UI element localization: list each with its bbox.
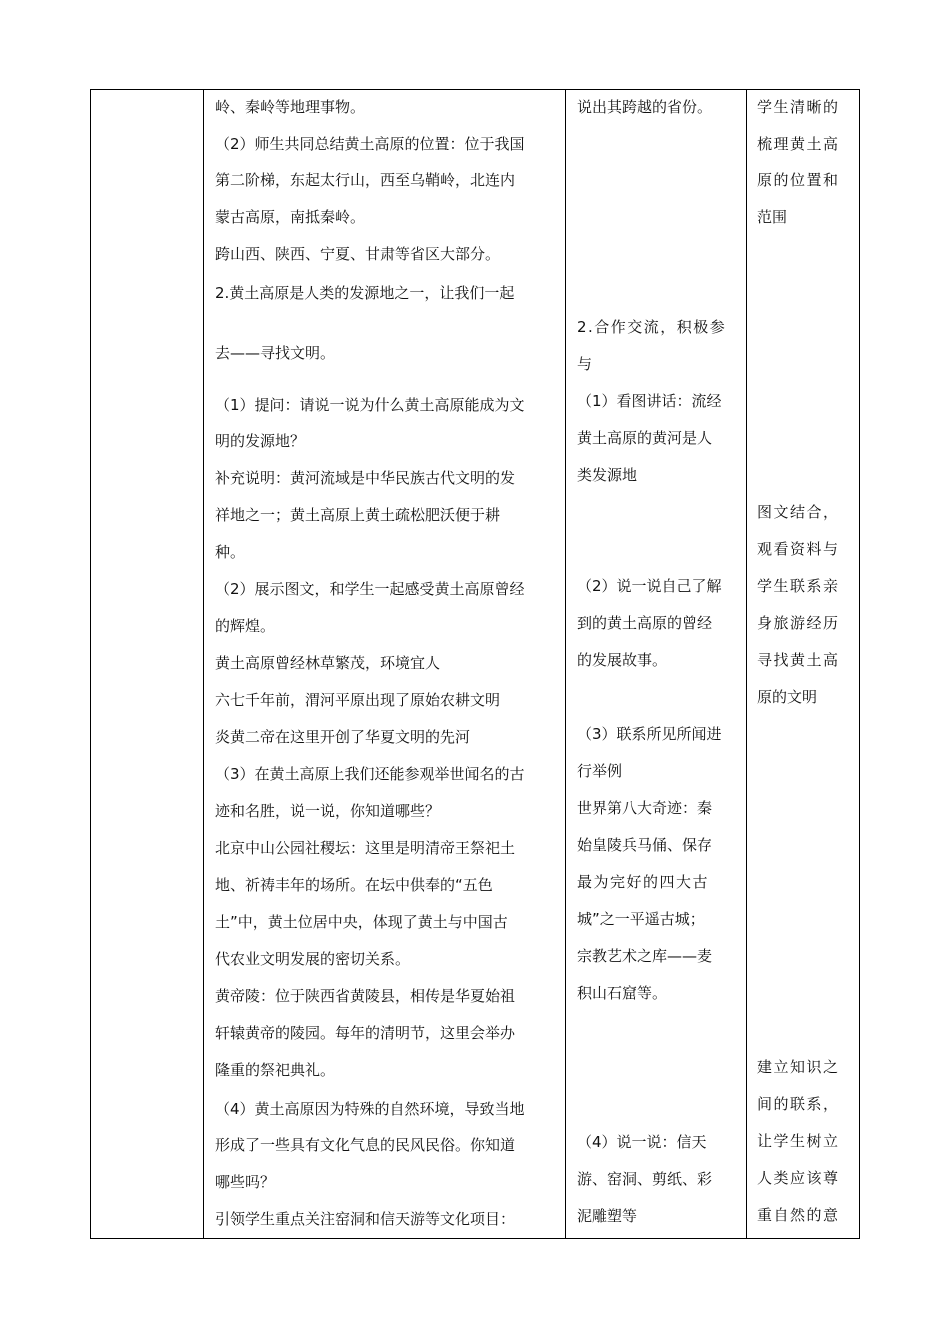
teacher-activity-line: （1）提问：请说一说为什么黄土高原能成为文 xyxy=(215,396,525,414)
student-activity-line: 2.合作交流，积极参 xyxy=(577,318,727,336)
teacher-activity-line: 明的发源地？ xyxy=(215,432,306,450)
teacher-activity-line: 形成了一些具有文化气息的民风民俗。你知道 xyxy=(215,1136,516,1154)
teacher-activity-line: （3）在黄土高原上我们还能参观举世闻名的古 xyxy=(215,765,525,783)
design-intent-line: 学生清晰的 xyxy=(757,98,840,116)
design-intent-line: 范围 xyxy=(757,208,788,226)
teacher-activity-line: 轩辕黄帝的陵园。每年的清明节，这里会举办 xyxy=(215,1024,516,1042)
student-activity-line: 泥雕塑等 xyxy=(577,1207,638,1225)
teacher-activity-line: 黄土高原曾经林草繁茂，环境宜人 xyxy=(215,654,441,672)
student-activity-line: 城”之一平遥古城； xyxy=(577,910,705,928)
student-activity-line: 到的黄土高原的曾经 xyxy=(577,614,713,632)
teacher-activity-line: 第二阶梯，东起太行山，西至乌鞘岭，北连内 xyxy=(215,171,516,189)
teacher-activity-line: （2）师生共同总结黄土高原的位置：位于我国 xyxy=(215,135,525,153)
student-activity-line: 积山石窟等。 xyxy=(577,984,668,1002)
teacher-activity-line: 跨山西、陕西、宁夏、甘肃等省区大部分。 xyxy=(215,245,501,263)
student-activity-line: （2）说一说自己了解 xyxy=(577,577,722,595)
design-intent-line: 间的联系， xyxy=(757,1095,840,1113)
student-activity-line: 行举例 xyxy=(577,762,623,780)
teacher-activity-line: （2）展示图文，和学生一起感受黄土高原曾经 xyxy=(215,580,525,598)
student-activity-line: 世界第八大奇迹：秦 xyxy=(577,799,713,817)
design-intent-line: 原的文明 xyxy=(757,688,818,706)
column-divider xyxy=(203,90,204,1238)
student-activity-line: 始皇陵兵马俑、保存 xyxy=(577,836,713,854)
teacher-activity-line: 种。 xyxy=(215,543,246,561)
design-intent-line: 建立知识之 xyxy=(757,1058,840,1076)
student-activity-line: 说出其跨越的省份。 xyxy=(577,98,713,116)
design-intent-line: 图文结合， xyxy=(757,503,840,521)
student-activity-line: 与 xyxy=(577,355,593,373)
design-intent-line: 观看资料与 xyxy=(757,540,840,558)
teacher-activity-line: （4）黄土高原因为特殊的自然环境，导致当地 xyxy=(215,1100,525,1118)
teacher-activity-line: 岭、秦岭等地理事物。 xyxy=(215,98,366,116)
design-intent-line: 让学生树立 xyxy=(757,1132,840,1150)
teacher-activity-line: 去——寻找文明。 xyxy=(215,344,336,362)
design-intent-line: 身旅游经历 xyxy=(757,614,840,632)
student-activity-line: 的发展故事。 xyxy=(577,651,668,669)
teacher-activity-line: 六七千年前，渭河平原出现了原始农耕文明 xyxy=(215,691,501,709)
teacher-activity-line: 代农业文明发展的密切关系。 xyxy=(215,950,411,968)
design-intent-line: 梳理黄土高 xyxy=(757,135,840,153)
design-intent-line: 寻找黄土高 xyxy=(757,651,840,669)
teacher-activity-line: 北京中山公园社稷坛：这里是明清帝王祭祀土 xyxy=(215,839,516,857)
first-column-cell xyxy=(91,90,203,1238)
student-activity-line: 类发源地 xyxy=(577,466,638,484)
column-divider xyxy=(746,90,747,1238)
teacher-activity-line: 黄帝陵：位于陕西省黄陵县，相传是华夏始祖 xyxy=(215,987,516,1005)
teacher-activity-line: 2.黄土高原是人类的发源地之一，让我们一起 xyxy=(215,284,515,302)
teacher-activity-line: 祥地之一；黄土高原上黄土疏松肥沃便于耕 xyxy=(215,506,501,524)
student-activity-line: 宗教艺术之库——麦 xyxy=(577,947,713,965)
teacher-activity-line: 蒙古高原，南抵秦岭。 xyxy=(215,208,366,226)
teacher-activity-line: 土”中，黄土位居中央，体现了黄土与中国古 xyxy=(215,913,508,931)
student-activity-line: 黄土高原的黄河是人 xyxy=(577,429,713,447)
design-intent-line: 原的位置和 xyxy=(757,171,840,189)
lesson-plan-table xyxy=(90,89,860,1239)
student-activity-line: 游、窑洞、剪纸、彩 xyxy=(577,1170,713,1188)
teacher-activity-line: 引领学生重点关注窑洞和信天游等文化项目： xyxy=(215,1210,516,1228)
student-activity-line: 最为完好的四大古 xyxy=(577,873,710,891)
column-divider xyxy=(565,90,566,1238)
teacher-activity-line: 哪些吗？ xyxy=(215,1173,276,1191)
teacher-activity-line: 补充说明：黄河流域是中华民族古代文明的发 xyxy=(215,469,516,487)
teacher-activity-line: 炎黄二帝在这里开创了华夏文明的先河 xyxy=(215,728,471,746)
teacher-activity-line: 隆重的祭祀典礼。 xyxy=(215,1061,336,1079)
student-activity-line: （4）说一说：信天 xyxy=(577,1133,707,1151)
teacher-activity-line: 的辉煌。 xyxy=(215,617,276,635)
design-intent-line: 重自然的意 xyxy=(757,1206,840,1224)
teacher-activity-line: 地、祈祷丰年的场所。在坛中供奉的“五色 xyxy=(215,876,493,894)
student-activity-line: （1）看图讲话：流经 xyxy=(577,392,722,410)
teacher-activity-line: 迹和名胜，说一说，你知道哪些？ xyxy=(215,802,441,820)
design-intent-line: 学生联系亲 xyxy=(757,577,840,595)
design-intent-line: 人类应该尊 xyxy=(757,1169,840,1187)
student-activity-line: （3）联系所见所闻进 xyxy=(577,725,722,743)
